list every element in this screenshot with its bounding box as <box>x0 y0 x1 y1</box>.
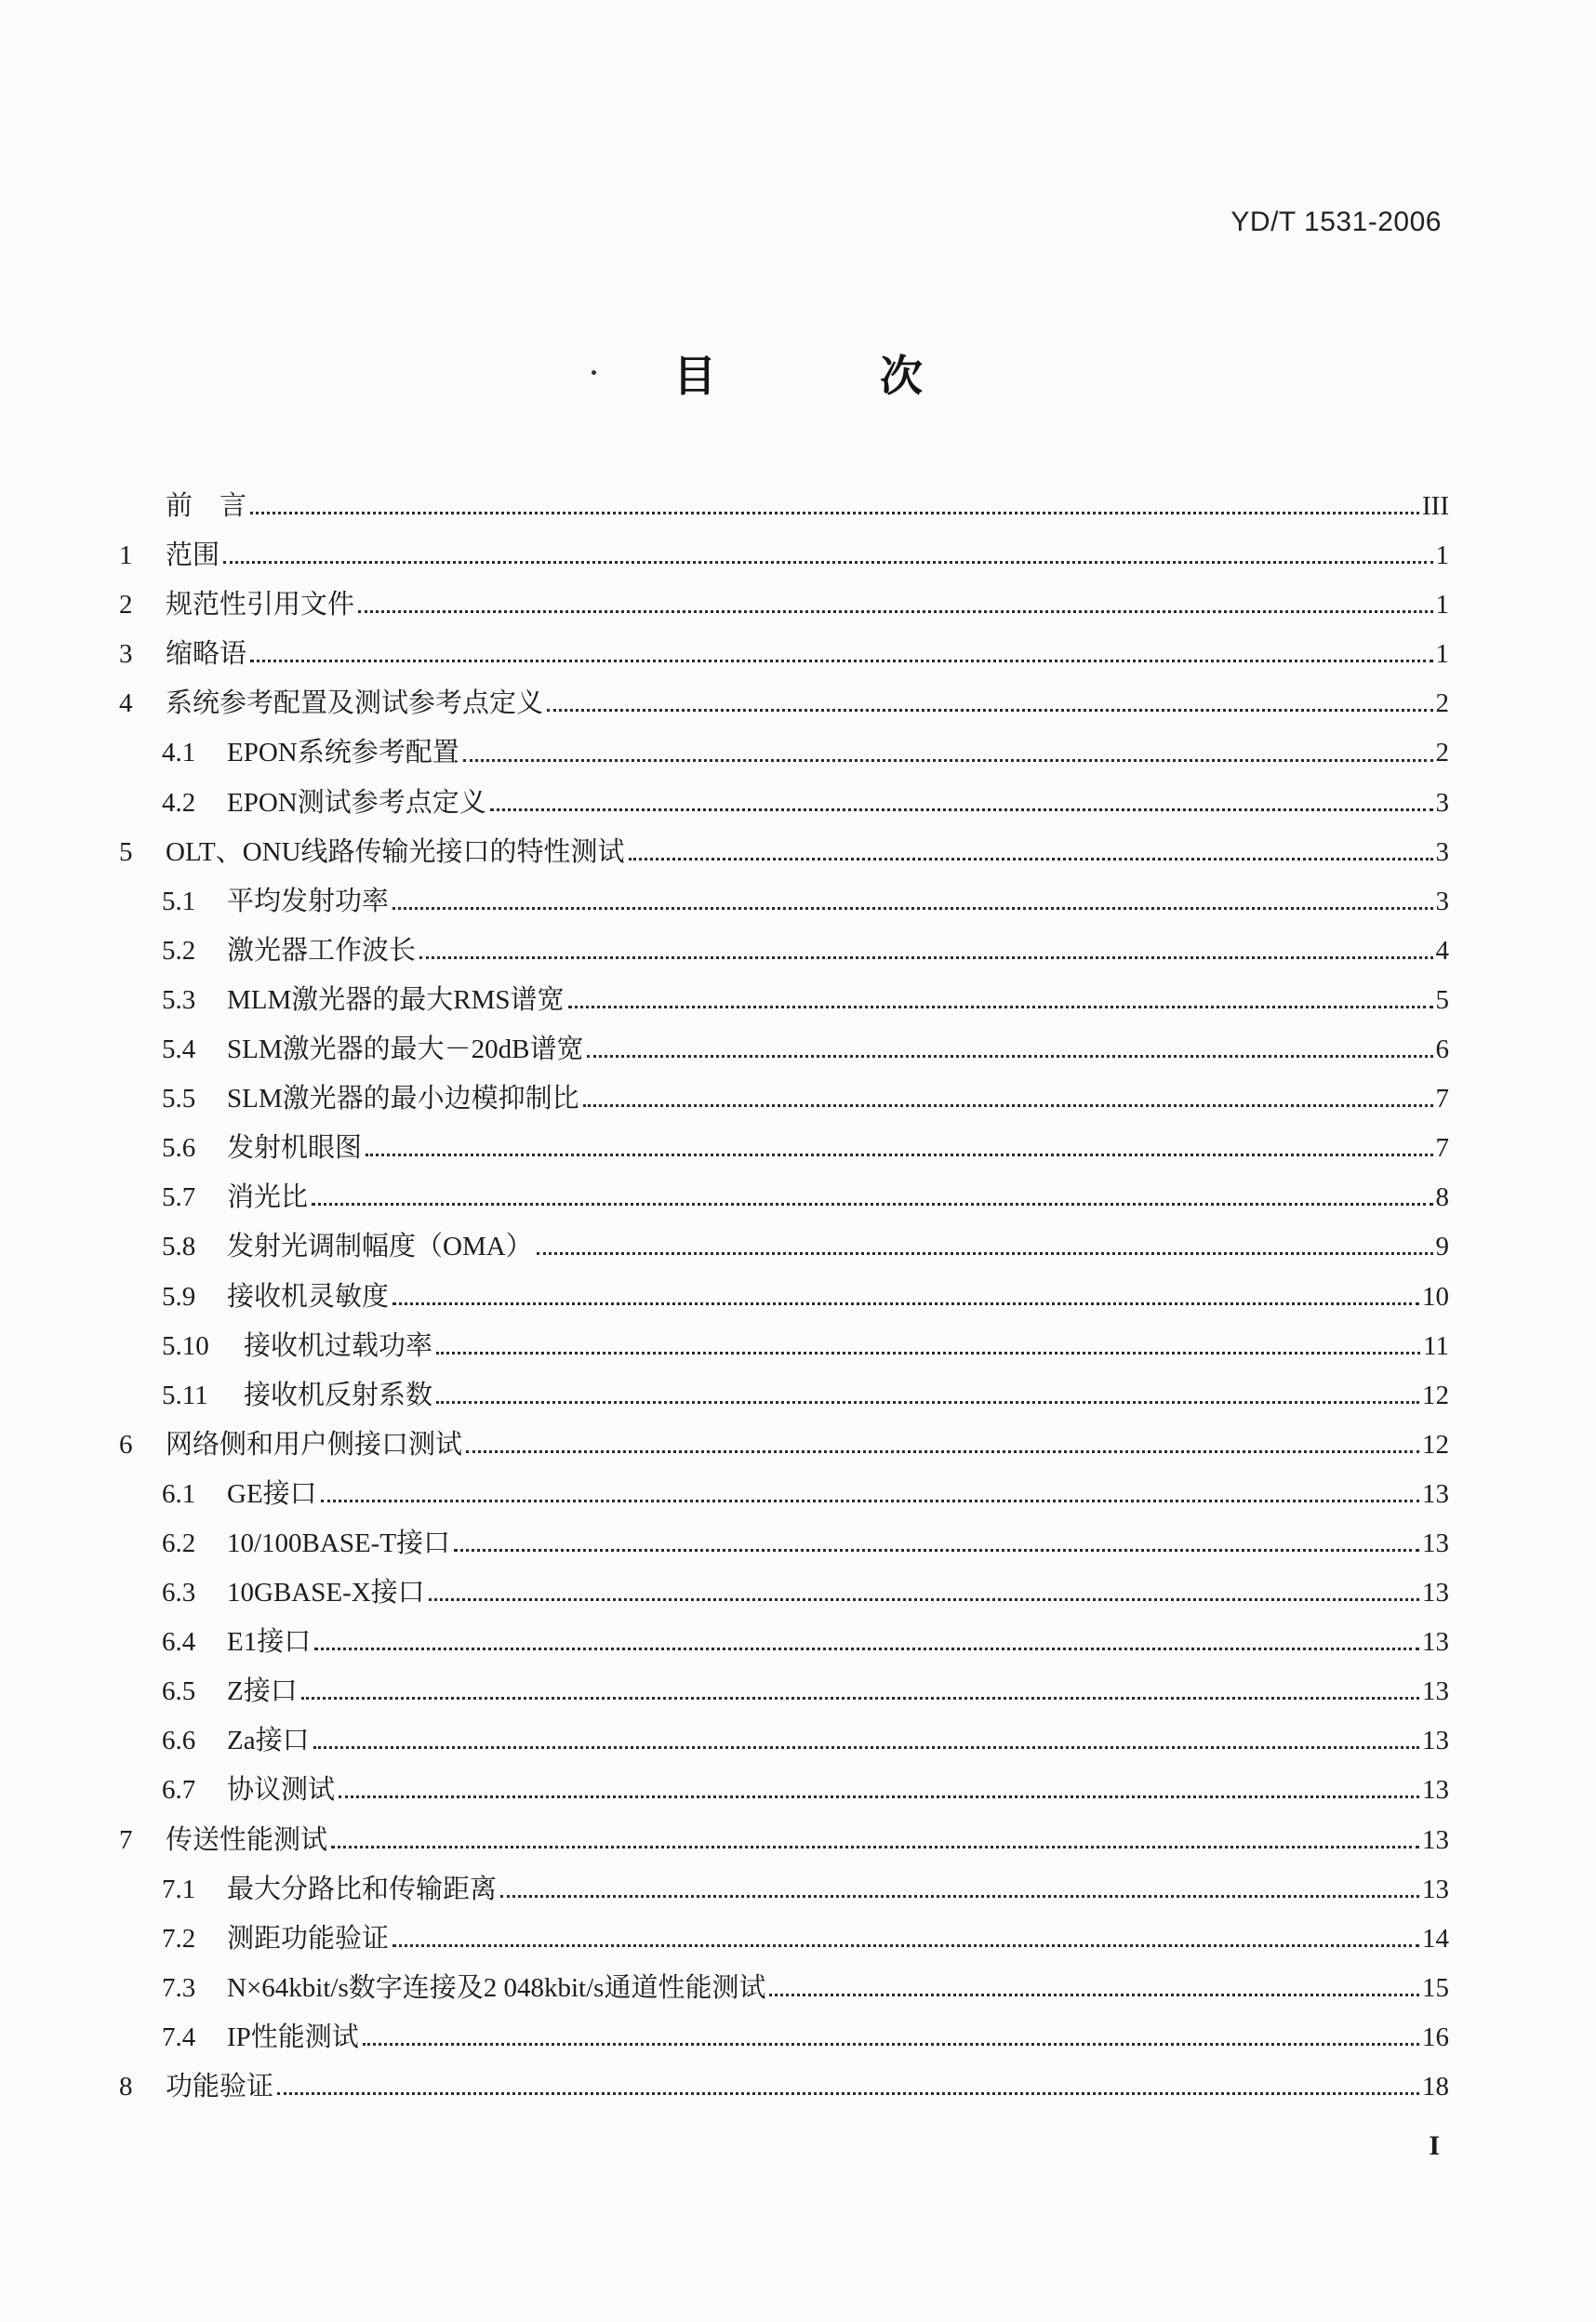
toc-entry[interactable] <box>119 1568 1449 1618</box>
toc-entry-number: 7.4 <box>162 2022 196 2052</box>
toc-entry-label: IP性能测试 <box>227 2022 359 2052</box>
toc-entry-label: 系统参考配置及测试参考点定义 <box>166 688 544 719</box>
toc-dot-leader <box>500 1895 1419 1898</box>
toc-entry-page: 9 <box>1435 1232 1449 1262</box>
toc-dot-leader <box>419 956 1432 959</box>
toc-dot-leader <box>392 1302 1419 1305</box>
toc-entry[interactable] <box>119 1421 1449 1470</box>
toc-entry-label: 10GBASE-X接口 <box>227 1578 425 1608</box>
toc-entry-number: 5.6 <box>162 1133 196 1164</box>
toc-entry-page: 7 <box>1435 1084 1449 1114</box>
toc-entry[interactable] <box>119 927 1449 976</box>
toc-entry[interactable] <box>119 779 1449 828</box>
toc-entry-page: 10 <box>1422 1281 1449 1312</box>
toc-entry-page: 13 <box>1422 1874 1449 1904</box>
toc-entry-label: 平均发射功率 <box>227 886 390 916</box>
toc-entry-number: 5.4 <box>162 1034 196 1065</box>
toc-entry-page: 12 <box>1422 1429 1449 1460</box>
toc-entry-number: 6 <box>119 1429 133 1460</box>
toc-entry-page: 2 <box>1435 688 1449 719</box>
toc-entry-page: 13 <box>1422 1824 1449 1855</box>
toc-entry-page: 16 <box>1422 2022 1449 2052</box>
toc-entry[interactable] <box>119 1173 1449 1222</box>
toc-dot-leader <box>429 1598 1419 1601</box>
toc-entry-label: SLM激光器的最大－20dB谱宽 <box>227 1034 584 1065</box>
toc-entry-label: 发射机眼图 <box>227 1133 363 1164</box>
toc-entry-number: 4.1 <box>162 738 196 768</box>
toc-entry-label: 发射光调制幅度（OMA） <box>227 1232 533 1262</box>
toc-entry-page: 5 <box>1435 984 1449 1015</box>
toc-entry-number: 7.2 <box>162 1923 196 1954</box>
toc-entry-page: 13 <box>1422 1775 1449 1806</box>
toc-entry-page: 8 <box>1435 1182 1449 1213</box>
toc-entry-number: 5.2 <box>162 935 196 966</box>
toc-dot-leader <box>537 1252 1433 1255</box>
toc-dot-leader <box>490 808 1433 811</box>
toc-entry-page: 11 <box>1423 1330 1449 1361</box>
toc-entry-number: 5.9 <box>162 1281 196 1312</box>
toc-entry-number: 6.2 <box>162 1528 196 1558</box>
toc-entry-label: EPON系统参考配置 <box>227 738 459 768</box>
toc-dot-leader <box>339 1795 1419 1798</box>
toc-entry-number: 5.11 <box>162 1380 208 1410</box>
toc-entry[interactable] <box>119 877 1449 927</box>
toc-dot-leader <box>436 1352 1420 1354</box>
toc-dot-leader <box>454 1549 1419 1552</box>
toc-entry-label: 接收机反射系数 <box>244 1380 433 1410</box>
toc-entry-label: 协议测试 <box>227 1775 336 1806</box>
toc-dot-leader <box>583 1104 1433 1107</box>
table-of-contents <box>119 482 1449 2112</box>
toc-entry-number: 5.3 <box>162 984 196 1015</box>
toc-entry[interactable] <box>119 1124 1449 1173</box>
toc-dot-leader <box>629 858 1433 861</box>
toc-entry[interactable] <box>119 679 1449 728</box>
toc-entry[interactable] <box>119 828 1449 877</box>
toc-entry-label: 消光比 <box>227 1182 309 1213</box>
document-code: YD/T 1531-2006 <box>1230 207 1442 237</box>
toc-dot-leader <box>313 1746 1419 1749</box>
toc-entry-label: 最大分路比和传输距离 <box>227 1874 498 1904</box>
toc-entry-page: 4 <box>1435 935 1449 966</box>
toc-entry[interactable] <box>119 2062 1449 2112</box>
toc-entry[interactable] <box>119 728 1449 778</box>
toc-entry[interactable] <box>119 1865 1449 1915</box>
toc-entry-number: 7.1 <box>162 1874 196 1904</box>
toc-dot-leader <box>392 907 1432 910</box>
toc-entry[interactable] <box>119 2013 1449 2062</box>
toc-dot-leader <box>463 759 1433 762</box>
toc-dot-leader <box>250 660 1432 662</box>
toc-entry-label: Z接口 <box>227 1676 298 1707</box>
toc-entry[interactable] <box>119 1273 1449 1322</box>
toc-entry[interactable] <box>119 1716 1449 1766</box>
toc-entry-label: 接收机灵敏度 <box>227 1281 390 1312</box>
toc-dot-leader <box>547 709 1432 712</box>
toc-entry[interactable] <box>119 1618 1449 1667</box>
toc-entry-page: 1 <box>1435 590 1449 621</box>
toc-entry-page: 13 <box>1422 1676 1449 1707</box>
toc-entry-page: 13 <box>1422 1578 1449 1608</box>
toc-entry-page: 13 <box>1422 1627 1449 1658</box>
toc-entry-page: 6 <box>1435 1034 1449 1065</box>
toc-dot-leader <box>436 1401 1419 1404</box>
toc-entry-number: 6.1 <box>162 1478 196 1509</box>
toc-dot-leader <box>223 561 1432 564</box>
toc-entry-number: 6.5 <box>162 1676 196 1707</box>
toc-entry-number: 8 <box>119 2072 133 2102</box>
toc-entry-number: 6.4 <box>162 1627 196 1658</box>
toc-entry-page: 3 <box>1435 886 1449 916</box>
toc-entry-page: 15 <box>1422 1972 1449 2003</box>
toc-entry-page: III <box>1422 491 1449 521</box>
toc-entry-number: 5.5 <box>162 1084 196 1114</box>
toc-entry[interactable] <box>119 580 1449 630</box>
page-folio: I <box>1429 2130 1440 2161</box>
toc-dot-leader <box>250 512 1419 514</box>
toc-entry-page: 2 <box>1435 738 1449 768</box>
toc-dot-leader <box>358 610 1432 613</box>
toc-entry-label: 接收机过载功率 <box>244 1330 433 1361</box>
toc-entry-page: 1 <box>1435 540 1449 571</box>
toc-entry-page: 13 <box>1422 1528 1449 1558</box>
toc-entry-page: 1 <box>1435 639 1449 670</box>
toc-entry-number: 4 <box>119 688 133 719</box>
toc-dot-leader <box>568 1006 1433 1008</box>
toc-entry[interactable] <box>119 1470 1449 1519</box>
toc-entry-label: 规范性引用文件 <box>166 590 355 621</box>
toc-entry-number: 1 <box>119 540 133 571</box>
toc-entry[interactable] <box>119 630 1449 679</box>
toc-dot-leader <box>366 1154 1432 1156</box>
toc-entry-label: Za接口 <box>227 1726 310 1756</box>
toc-entry-label: 缩略语 <box>166 639 247 670</box>
toc-entry[interactable] <box>119 1025 1449 1074</box>
toc-entry[interactable] <box>119 1766 1449 1815</box>
toc-entry[interactable] <box>119 482 1449 531</box>
toc-entry[interactable] <box>119 1074 1449 1124</box>
toc-dot-leader <box>392 1944 1419 1947</box>
toc-entry-number: 2 <box>119 590 133 621</box>
toc-entry-label: E1接口 <box>227 1627 312 1658</box>
toc-entry-label: 范围 <box>166 540 220 571</box>
toc-dot-leader <box>466 1450 1419 1453</box>
toc-entry-label: 功能验证 <box>166 2072 274 2102</box>
toc-entry[interactable] <box>119 1371 1449 1421</box>
toc-entry-number: 4.2 <box>162 787 196 818</box>
toc-dot-leader <box>363 2043 1419 2046</box>
toc-entry-number: 6.3 <box>162 1578 196 1608</box>
toc-entry[interactable] <box>119 1816 1449 1865</box>
toc-entry-number: 5.7 <box>162 1182 196 1213</box>
toc-entry-number: 5.1 <box>162 886 196 916</box>
toc-entry-page: 13 <box>1422 1478 1449 1509</box>
toc-entry-label: 10/100BASE-T接口 <box>227 1528 451 1558</box>
toc-dot-leader <box>277 2092 1419 2095</box>
toc-entry-page: 14 <box>1422 1923 1449 1954</box>
toc-dot-leader <box>314 1648 1419 1650</box>
toc-dot-leader <box>587 1055 1432 1058</box>
toc-entry-number: 5 <box>119 836 133 867</box>
toc-entry-label: N×64kbit/s数字连接及2 048kbit/s通道性能测试 <box>227 1972 766 2003</box>
toc-entry[interactable] <box>119 1519 1449 1568</box>
toc-entry-number: 5.8 <box>162 1232 196 1262</box>
toc-entry-page: 7 <box>1435 1133 1449 1164</box>
toc-dot-leader <box>769 1994 1419 1996</box>
toc-entry[interactable] <box>119 1964 1449 2013</box>
toc-title: 目 次 <box>672 351 997 401</box>
toc-dot-leader <box>331 1846 1419 1848</box>
toc-entry-label: 前 言 <box>166 491 247 521</box>
toc-entry-page: 3 <box>1435 836 1449 867</box>
toc-entry-label: 传送性能测试 <box>166 1824 328 1855</box>
toc-entry-label: GE接口 <box>227 1478 317 1509</box>
toc-entry-page: 18 <box>1422 2072 1449 2102</box>
toc-entry-label: 网络侧和用户侧接口测试 <box>166 1429 463 1460</box>
toc-entry-label: OLT、ONU线路传输光接口的特性测试 <box>166 836 625 867</box>
toc-entry[interactable] <box>119 1222 1449 1272</box>
toc-entry-number: 6.6 <box>162 1726 196 1756</box>
toc-entry-label: 激光器工作波长 <box>227 935 417 966</box>
toc-dot-leader <box>301 1697 1419 1700</box>
toc-entry[interactable] <box>119 1667 1449 1716</box>
toc-entry-number: 5.10 <box>162 1330 209 1361</box>
toc-entry-page: 12 <box>1422 1380 1449 1410</box>
toc-entry-page: 3 <box>1435 787 1449 818</box>
toc-entry-number: 3 <box>119 639 133 670</box>
toc-entry-number: 7 <box>119 1824 133 1855</box>
toc-dot-leader <box>312 1203 1432 1206</box>
toc-entry[interactable] <box>119 531 1449 580</box>
toc-entry-label: EPON测试参考点定义 <box>227 787 486 818</box>
toc-entry[interactable] <box>119 976 1449 1025</box>
toc-entry-label: 测距功能验证 <box>227 1923 390 1954</box>
toc-entry-label: SLM激光器的最小边模抑制比 <box>227 1084 579 1114</box>
toc-entry[interactable] <box>119 1915 1449 1964</box>
toc-entry-number: 6.7 <box>162 1775 196 1806</box>
toc-entry-label: MLM激光器的最大RMS谱宽 <box>227 984 565 1015</box>
toc-entry[interactable] <box>119 1322 1449 1371</box>
toc-dot-leader <box>321 1500 1419 1502</box>
toc-entry-page: 13 <box>1422 1726 1449 1756</box>
toc-entry-number: 7.3 <box>162 1972 196 2003</box>
